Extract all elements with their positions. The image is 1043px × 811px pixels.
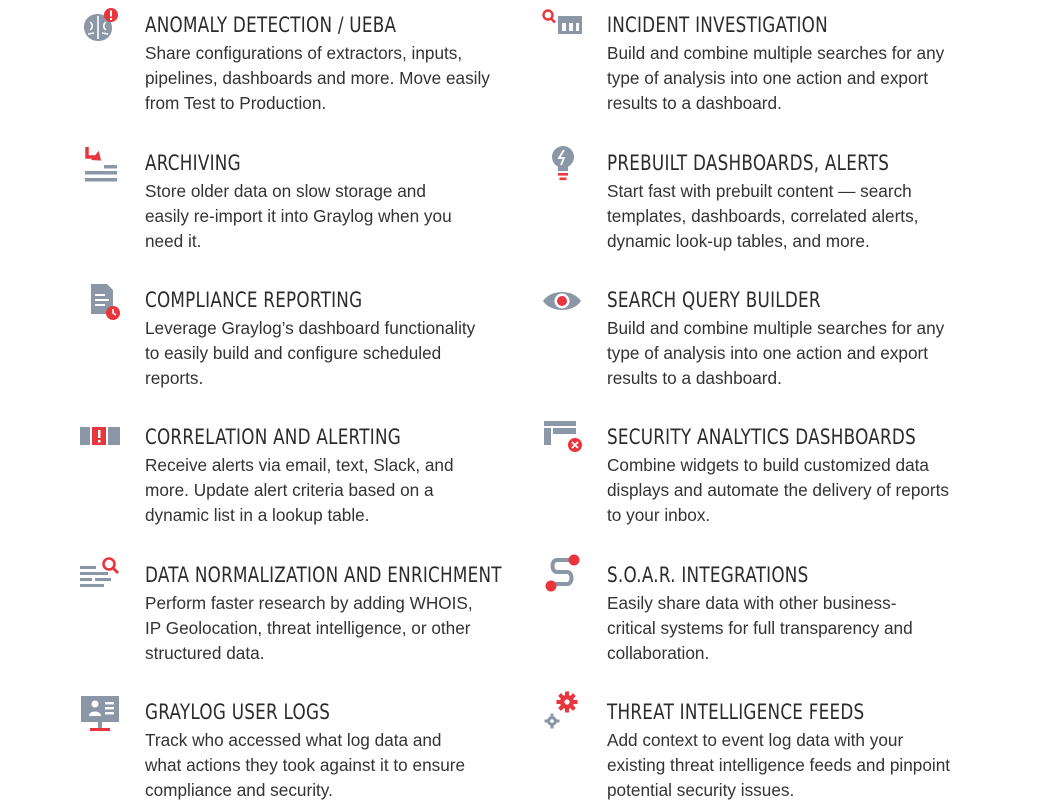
alert-bar-icon (78, 415, 122, 459)
feature-description: Perform faster research by adding WHOIS, IP Geolocation, threat intelligence, or other structured data. (145, 593, 473, 664)
feature-description: Store older data on slow storage and easily re-import it into Graylog when you need it. (145, 181, 452, 252)
eye-icon (541, 279, 585, 323)
feature-title: ANOMALY DETECTION / UEBA (145, 13, 397, 37)
feature-title: PREBUILT DASHBOARDS, ALERTS (607, 151, 890, 175)
lightbulb-icon (543, 143, 587, 187)
brain-alert-icon (78, 6, 122, 50)
feature-description: Build and combine multiple searches for any type of analysis into one action and export results to a dashboard. (607, 43, 945, 114)
archive-icon (80, 143, 124, 187)
feature-title: SEARCH QUERY BUILDER (607, 288, 821, 312)
feature-description: Combine widgets to build customized data displays and automate the delivery of reports to your inbox. (607, 455, 950, 526)
document-clock-icon (81, 280, 125, 324)
search-panels-icon (541, 4, 585, 48)
feature-title: INCIDENT INVESTIGATION (607, 13, 828, 37)
feature-title: GRAYLOG USER LOGS (145, 700, 331, 724)
feature-description: Receive alerts via email, text, Slack, and more. Update alert criteria based on a dynamic list in a lookup table. (145, 455, 454, 526)
feature-description: Leverage Graylog’s dashboard functionality to easily build and configure scheduled reports. (145, 318, 476, 389)
gears-icon (541, 690, 585, 734)
feature-title: SECURITY ANALYTICS DASHBOARDS (607, 425, 917, 449)
feature-title: ARCHIVING (145, 151, 241, 175)
feature-description: Track who accessed what log data and what actions they took against it to ensure compliance and security. (145, 730, 466, 801)
feature-title: THREAT INTELLIGENCE FEEDS (607, 700, 865, 724)
feature-description: Share configurations of extractors, inputs, pipelines, dashboards and more. Move easily from Test to Production. (145, 43, 490, 114)
feature-description: Add context to event log data with your existing threat intelligence feeds and pinpoint potential security issues. (607, 730, 951, 801)
soar-path-icon (541, 554, 585, 598)
list-search-icon (77, 554, 121, 598)
feature-title: CORRELATION AND ALERTING (145, 425, 402, 449)
feature-description: Easily share data with other business- critical systems for full transparency and collaboration. (607, 593, 913, 664)
user-monitor-icon (79, 692, 123, 736)
feature-title: S.O.A.R. INTEGRATIONS (607, 563, 809, 587)
feature-description: Start fast with prebuilt content — search templates, dashboards, correlated alerts, dynamic look-up tables, and more. (607, 181, 919, 252)
dashboard-window-icon (542, 417, 586, 461)
feature-title: DATA NORMALIZATION AND ENRICHMENT (145, 563, 502, 587)
feature-description: Build and combine multiple searches for any type of analysis into one action and export results to a dashboard. (607, 318, 945, 389)
feature-title: COMPLIANCE REPORTING (145, 288, 363, 312)
